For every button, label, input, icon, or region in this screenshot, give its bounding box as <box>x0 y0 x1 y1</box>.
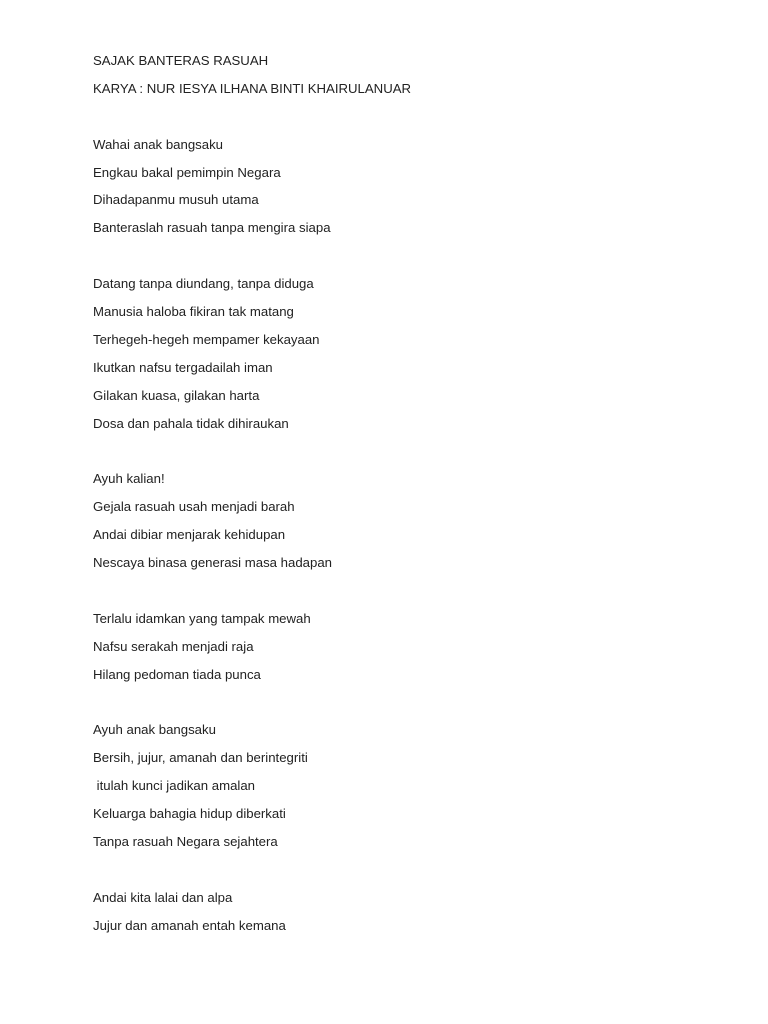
poem-line: Andai kita lalai dan alpa <box>93 889 233 905</box>
poem-line: Keluarga bahagia hidup diberkati <box>93 806 286 822</box>
poem-author: KARYA : NUR IESYA ILHANA BINTI KHAIRULANUAR <box>93 80 412 96</box>
stanza-gap <box>93 107 733 135</box>
poem-line: Bersih, jujur, amanah dan berintegriti <box>93 750 308 766</box>
poem-line: Wahai anak bangsaku <box>93 136 224 152</box>
stanza-gap <box>93 441 733 469</box>
poem-line: Terhegeh-hegeh mempamer kekayaan <box>93 331 320 347</box>
stanza-gap <box>93 860 733 888</box>
poem-line: Hilang pedoman tiada punca <box>93 666 261 682</box>
poem-line: Jujur dan amanah entah kemana <box>93 917 286 933</box>
poem-line: Ayuh kalian! <box>93 471 165 487</box>
stanza-gap <box>93 581 733 609</box>
poem-line: Nescaya binasa generasi masa hadapan <box>93 555 332 571</box>
poem-line: Nafsu serakah menjadi raja <box>93 638 254 654</box>
poem-line: Andai dibiar menjarak kehidupan <box>93 527 286 543</box>
poem-line: Dihadapanmu musuh utama <box>93 192 259 208</box>
poem-line: Gilakan kuasa, gilakan harta <box>93 387 260 403</box>
poem-line: Engkau bakal pemimpin Negara <box>93 164 281 180</box>
poem-body <box>93 51 733 944</box>
poem-line: Ikutkan nafsu tergadailah iman <box>93 359 273 375</box>
poem-title: SAJAK BANTERAS RASUAH <box>93 53 269 68</box>
stanza-gap <box>93 692 733 720</box>
poem-line: Terlalu idamkan yang tampak mewah <box>93 610 311 626</box>
poem-line: Dosa dan pahala tidak dihiraukan <box>93 415 289 431</box>
poem-line: Gejala rasuah usah menjadi barah <box>93 499 295 515</box>
poem-line: Banteraslah rasuah tanpa mengira siapa <box>93 220 331 236</box>
poem-line: Manusia haloba fikiran tak matang <box>93 304 294 320</box>
poem-line: Ayuh anak bangsaku <box>93 722 216 738</box>
poem-line: Datang tanpa diundang, tanpa diduga <box>93 276 314 292</box>
poem-line: itulah kunci jadikan amalan <box>93 778 256 794</box>
stanza-gap <box>93 246 733 274</box>
poem-line: Tanpa rasuah Negara sejahtera <box>93 833 278 849</box>
